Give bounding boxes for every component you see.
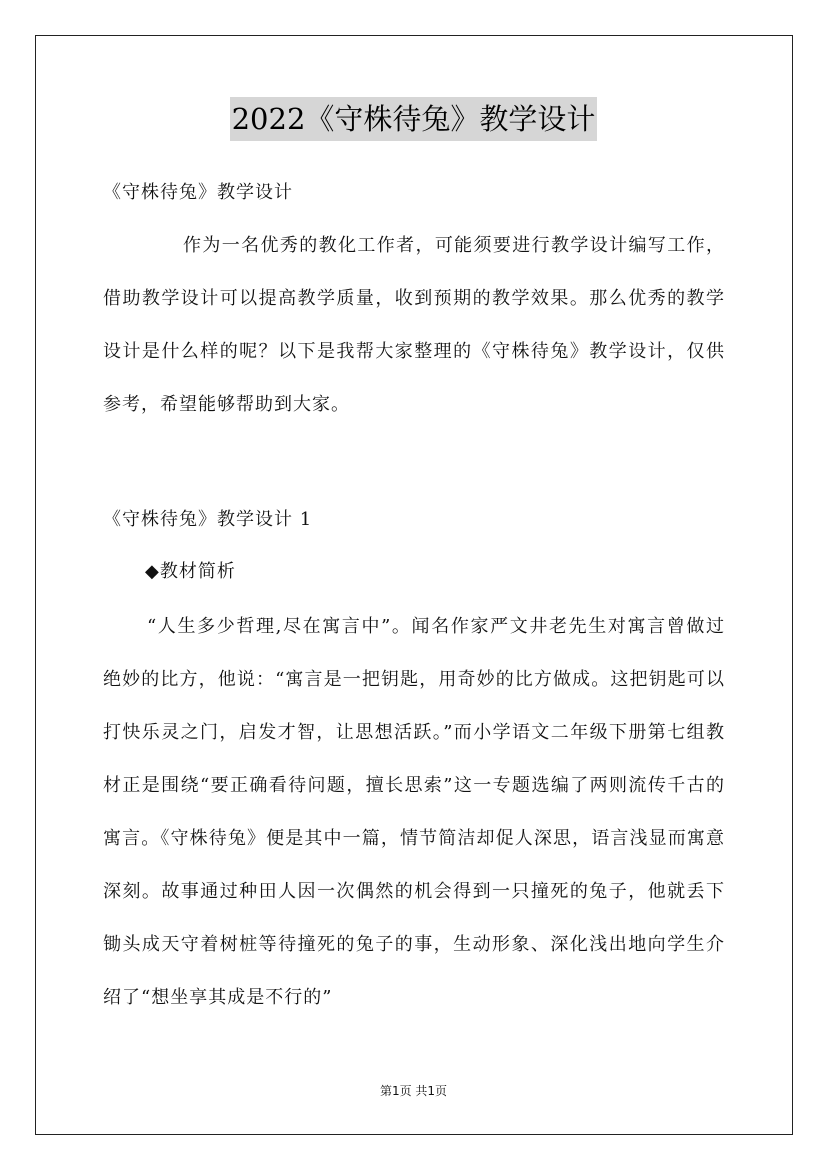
- subtitle: 《守株待兔》教学设计: [103, 182, 293, 203]
- body-paragraph: “人生多少哲理,尽在寓言中”。闻名作家严文井老先生对寓言曾做过绝妙的比方，他说：“寓言是一把钥匙，用奇妙的比方做成。这把钥匙可以打快乐灵之门，启发才智，让思想活跃。”而小学语文二年级下册第七组教材正是围绕“要正确看待问题，擅长思索”这一专题选编了两则流传千古的寓言。《守株待兔》便是其中一篇，情节简洁却促人深思，语言浅显而寓意深刻。故事通过种田人因一次偶然的机会得到一只撞死的兔子，他就丢下锄头成天守着树桩等待撞死的兔子的事，生动形象、深化浅出地向学生介绍了“想坐享其成是不行的”: [103, 616, 725, 1008]
- page-footer: 第1页 共1页: [379, 1084, 448, 1098]
- intro-paragraph: 作为一名优秀的教化工作者，可能须要进行教学设计编写工作，借助教学设计可以提高教学质量，收到预期的教学效果。那么优秀的教学设计是什么样的呢？以下是我帮大家整理的《守株待兔》教学设计，仅供参考，希望能够帮助到大家。: [103, 235, 725, 415]
- title-container: [0, 97, 827, 141]
- bullet-heading: ◆教材简析: [145, 561, 236, 582]
- section-heading: 《守株待兔》教学设计 1: [103, 509, 313, 530]
- document-title: 2022《守株待兔》教学设计: [230, 97, 598, 141]
